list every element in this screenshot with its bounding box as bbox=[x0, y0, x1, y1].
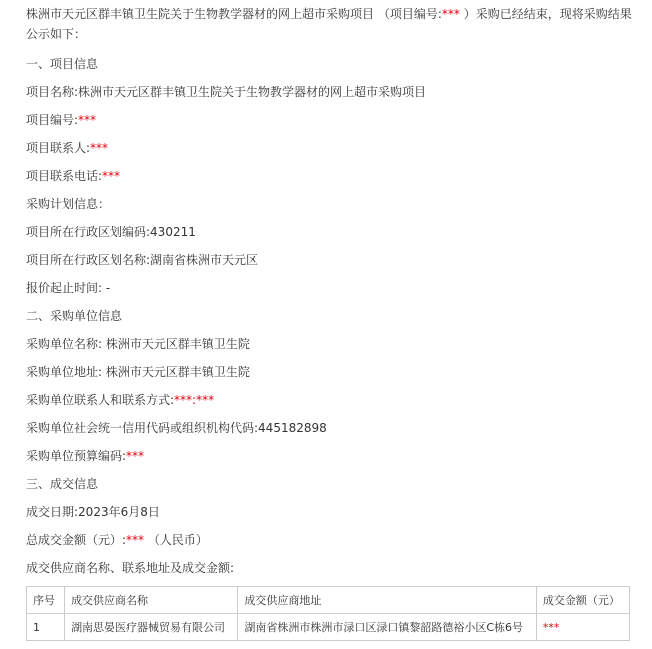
unit-budget-code-value: *** bbox=[126, 449, 145, 463]
total-amount-value: *** bbox=[126, 533, 145, 547]
project-number-value: *** bbox=[78, 113, 97, 127]
cell-supplier-address: 湖南省株洲市株洲市渌口区渌口镇黎韶路德裕小区C栋6号 bbox=[238, 614, 536, 641]
project-phone bbox=[26, 162, 636, 190]
cell-supplier-name: 湖南思晏医疗器械贸易有限公司 bbox=[65, 614, 238, 641]
section-heading-unit-info: 二、采购单位信息 bbox=[26, 309, 123, 323]
total-amount-unit: （人民币） bbox=[144, 533, 208, 547]
unit-name: 采购单位名称: 株洲市天元区群丰镇卫生院 bbox=[26, 337, 250, 351]
unit-credit-code: 采购单位社会统一信用代码或组织机构代码:445182898 bbox=[26, 421, 327, 435]
column-header-supplier-name: 成交供应商名称 bbox=[65, 587, 238, 614]
cell-index: 1 bbox=[27, 614, 65, 641]
intro-masked-project-no: *** bbox=[441, 7, 460, 21]
project-contact-label: 项目联系人: bbox=[26, 141, 91, 155]
unit-contact-value: ***:*** bbox=[174, 393, 215, 407]
purchase-plan-info: 采购计划信息： bbox=[26, 197, 111, 211]
quote-time: 报价起止时间: - bbox=[26, 281, 111, 295]
table-header-row bbox=[27, 587, 630, 614]
supplier-heading: 成交供应商名称、联系地址及成交金额: bbox=[26, 561, 235, 575]
column-header-amount: 成交金额（元） bbox=[536, 587, 629, 614]
section-heading-deal-info: 三、成交信息 bbox=[26, 477, 99, 491]
unit-contact bbox=[26, 386, 636, 414]
column-header-index: 序号 bbox=[27, 587, 65, 614]
project-name: 项目名称:株洲市天元区群丰镇卫生院关于生物教学器材的网上超市采购项目 bbox=[26, 85, 427, 99]
region-code: 项目所在行政区划编码:430211 bbox=[26, 225, 196, 239]
project-phone-value: *** bbox=[102, 169, 121, 183]
project-number-label: 项目编号: bbox=[26, 113, 79, 127]
region-name: 项目所在行政区划名称:湖南省株洲市天元区 bbox=[26, 253, 259, 267]
unit-address: 采购单位地址: 株洲市天元区群丰镇卫生院 bbox=[26, 365, 250, 379]
intro-text-start: 株洲市天元区群丰镇卫生院关于生物教学器材的网上超市采购项目 （项目编号: bbox=[26, 7, 442, 21]
column-header-supplier-address: 成交供应商地址 bbox=[238, 587, 536, 614]
cell-amount: *** bbox=[536, 614, 629, 641]
unit-budget-code-label: 采购单位预算编码: bbox=[26, 449, 127, 463]
deal-date: 成交日期:2023年6月8日 bbox=[26, 505, 160, 519]
supplier-table bbox=[26, 586, 630, 641]
project-number bbox=[26, 106, 636, 134]
unit-budget-code bbox=[26, 442, 636, 470]
intro-paragraph bbox=[26, 0, 634, 44]
project-phone-label: 项目联系电话: bbox=[26, 169, 103, 183]
total-amount-label: 总成交金额（元）: bbox=[26, 533, 127, 547]
announcement-body bbox=[26, 0, 636, 634]
project-contact bbox=[26, 134, 636, 162]
intro-text-end: ）采购已经结束，现将采购结果公示如下： bbox=[26, 7, 632, 41]
table-row bbox=[27, 614, 630, 641]
total-amount bbox=[26, 526, 636, 554]
project-contact-value: *** bbox=[90, 141, 109, 155]
section-heading-project-info: 一、项目信息 bbox=[26, 57, 99, 71]
unit-contact-label: 采购单位联系人和联系方式: bbox=[26, 393, 175, 407]
